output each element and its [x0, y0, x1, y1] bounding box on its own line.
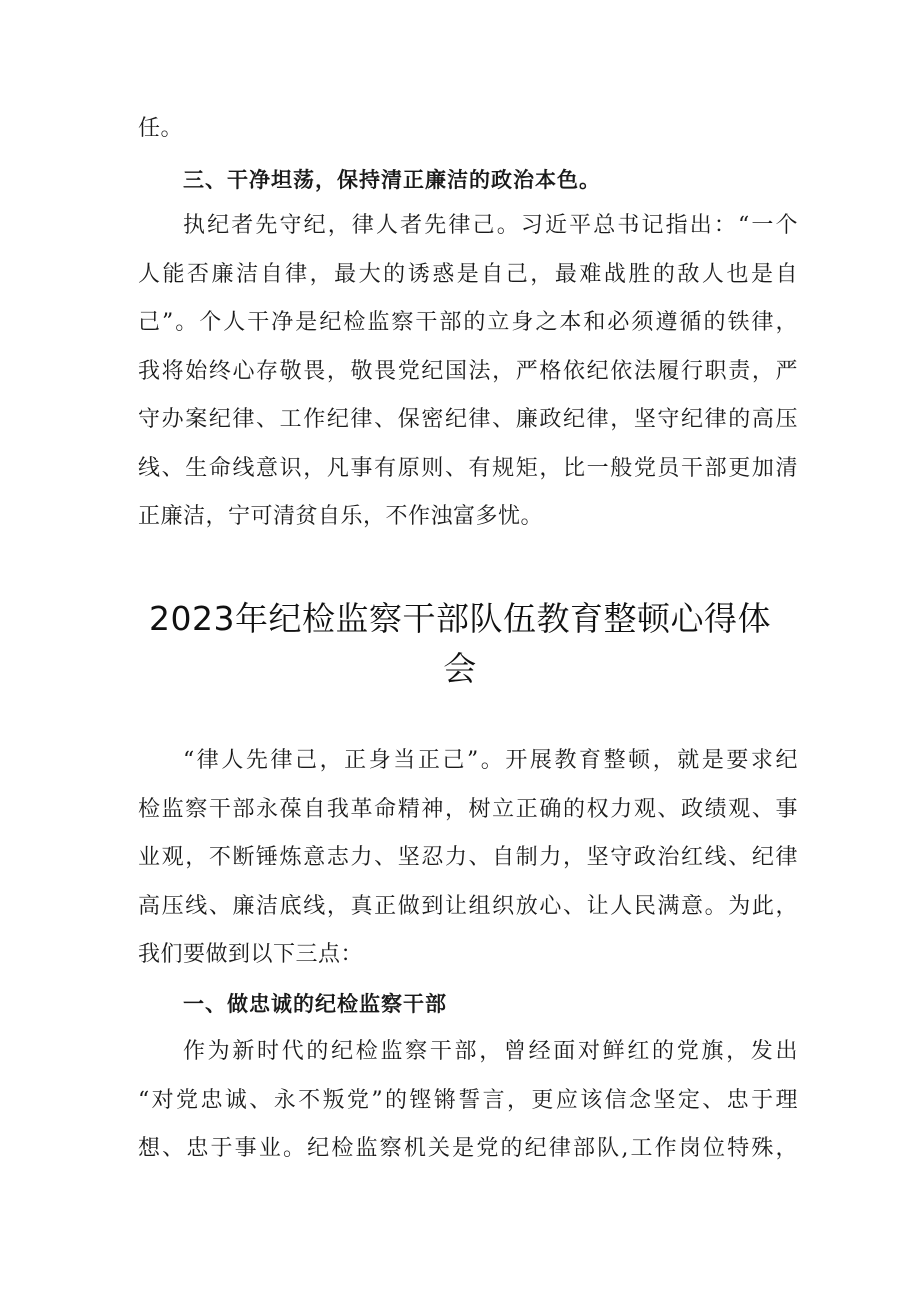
paragraph-line: 正廉洁，宁可清贫自乐，不作浊富多忧。 — [138, 504, 544, 529]
article-title-line-2: 会 — [443, 649, 477, 688]
intro-line: 我们要做到以下三点： — [138, 942, 364, 967]
section-heading-1: 一、做忠诚的纪检监察干部 — [183, 992, 447, 1016]
paragraph-line: 执纪者先守纪，律人者先律己。习近平总书记指出：“一个 — [183, 213, 798, 238]
paragraph-line: 己”。个人干净是纪检监察干部的立身之本和必须遵循的铁律， — [138, 310, 798, 335]
body-line: 想、忠于事业。纪检监察机关是党的纪律部队,工作岗位特殊， — [138, 1136, 798, 1161]
intro-line: 业观，不断锤炼意志力、坚忍力、自制力，坚守政治红线、纪律 — [138, 845, 798, 870]
intro-line: “律人先律己，正身当正己”。开展教育整顿，就是要求纪 — [183, 748, 798, 773]
paragraph-line: 线、生命线意识，凡事有原则、有规矩，比一般党员干部更加清 — [138, 456, 798, 481]
body-line: “对党忠诚、永不叛党”的铿锵誓言，更应该信念坚定、忠于理 — [138, 1088, 798, 1113]
article-title-line-1: 2023年纪检监察干部队伍教育整顿心得体 — [149, 599, 771, 638]
paragraph-tail-line: 任。 — [138, 116, 184, 141]
paragraph-line: 我将始终心存敬畏，敬畏党纪国法，严格依纪依法履行职责，严 — [138, 359, 798, 384]
paragraph-line: 人能否廉洁自律，最大的诱惑是自己，最难战胜的敌人也是自 — [138, 262, 798, 287]
section-heading-3: 三、干净坦荡，保持清正廉洁的政治本色。 — [183, 168, 601, 192]
body-line: 作为新时代的纪检监察干部，曾经面对鲜红的党旗，发出 — [183, 1039, 798, 1064]
intro-line: 高压线、廉洁底线，真正做到让组织放心、让人民满意。为此， — [138, 894, 798, 919]
paragraph-line: 守办案纪律、工作纪律、保密纪律、廉政纪律，坚守纪律的高压 — [138, 407, 798, 432]
intro-line: 检监察干部永葆自我革命精神，树立正确的权力观、政绩观、事 — [138, 797, 798, 822]
